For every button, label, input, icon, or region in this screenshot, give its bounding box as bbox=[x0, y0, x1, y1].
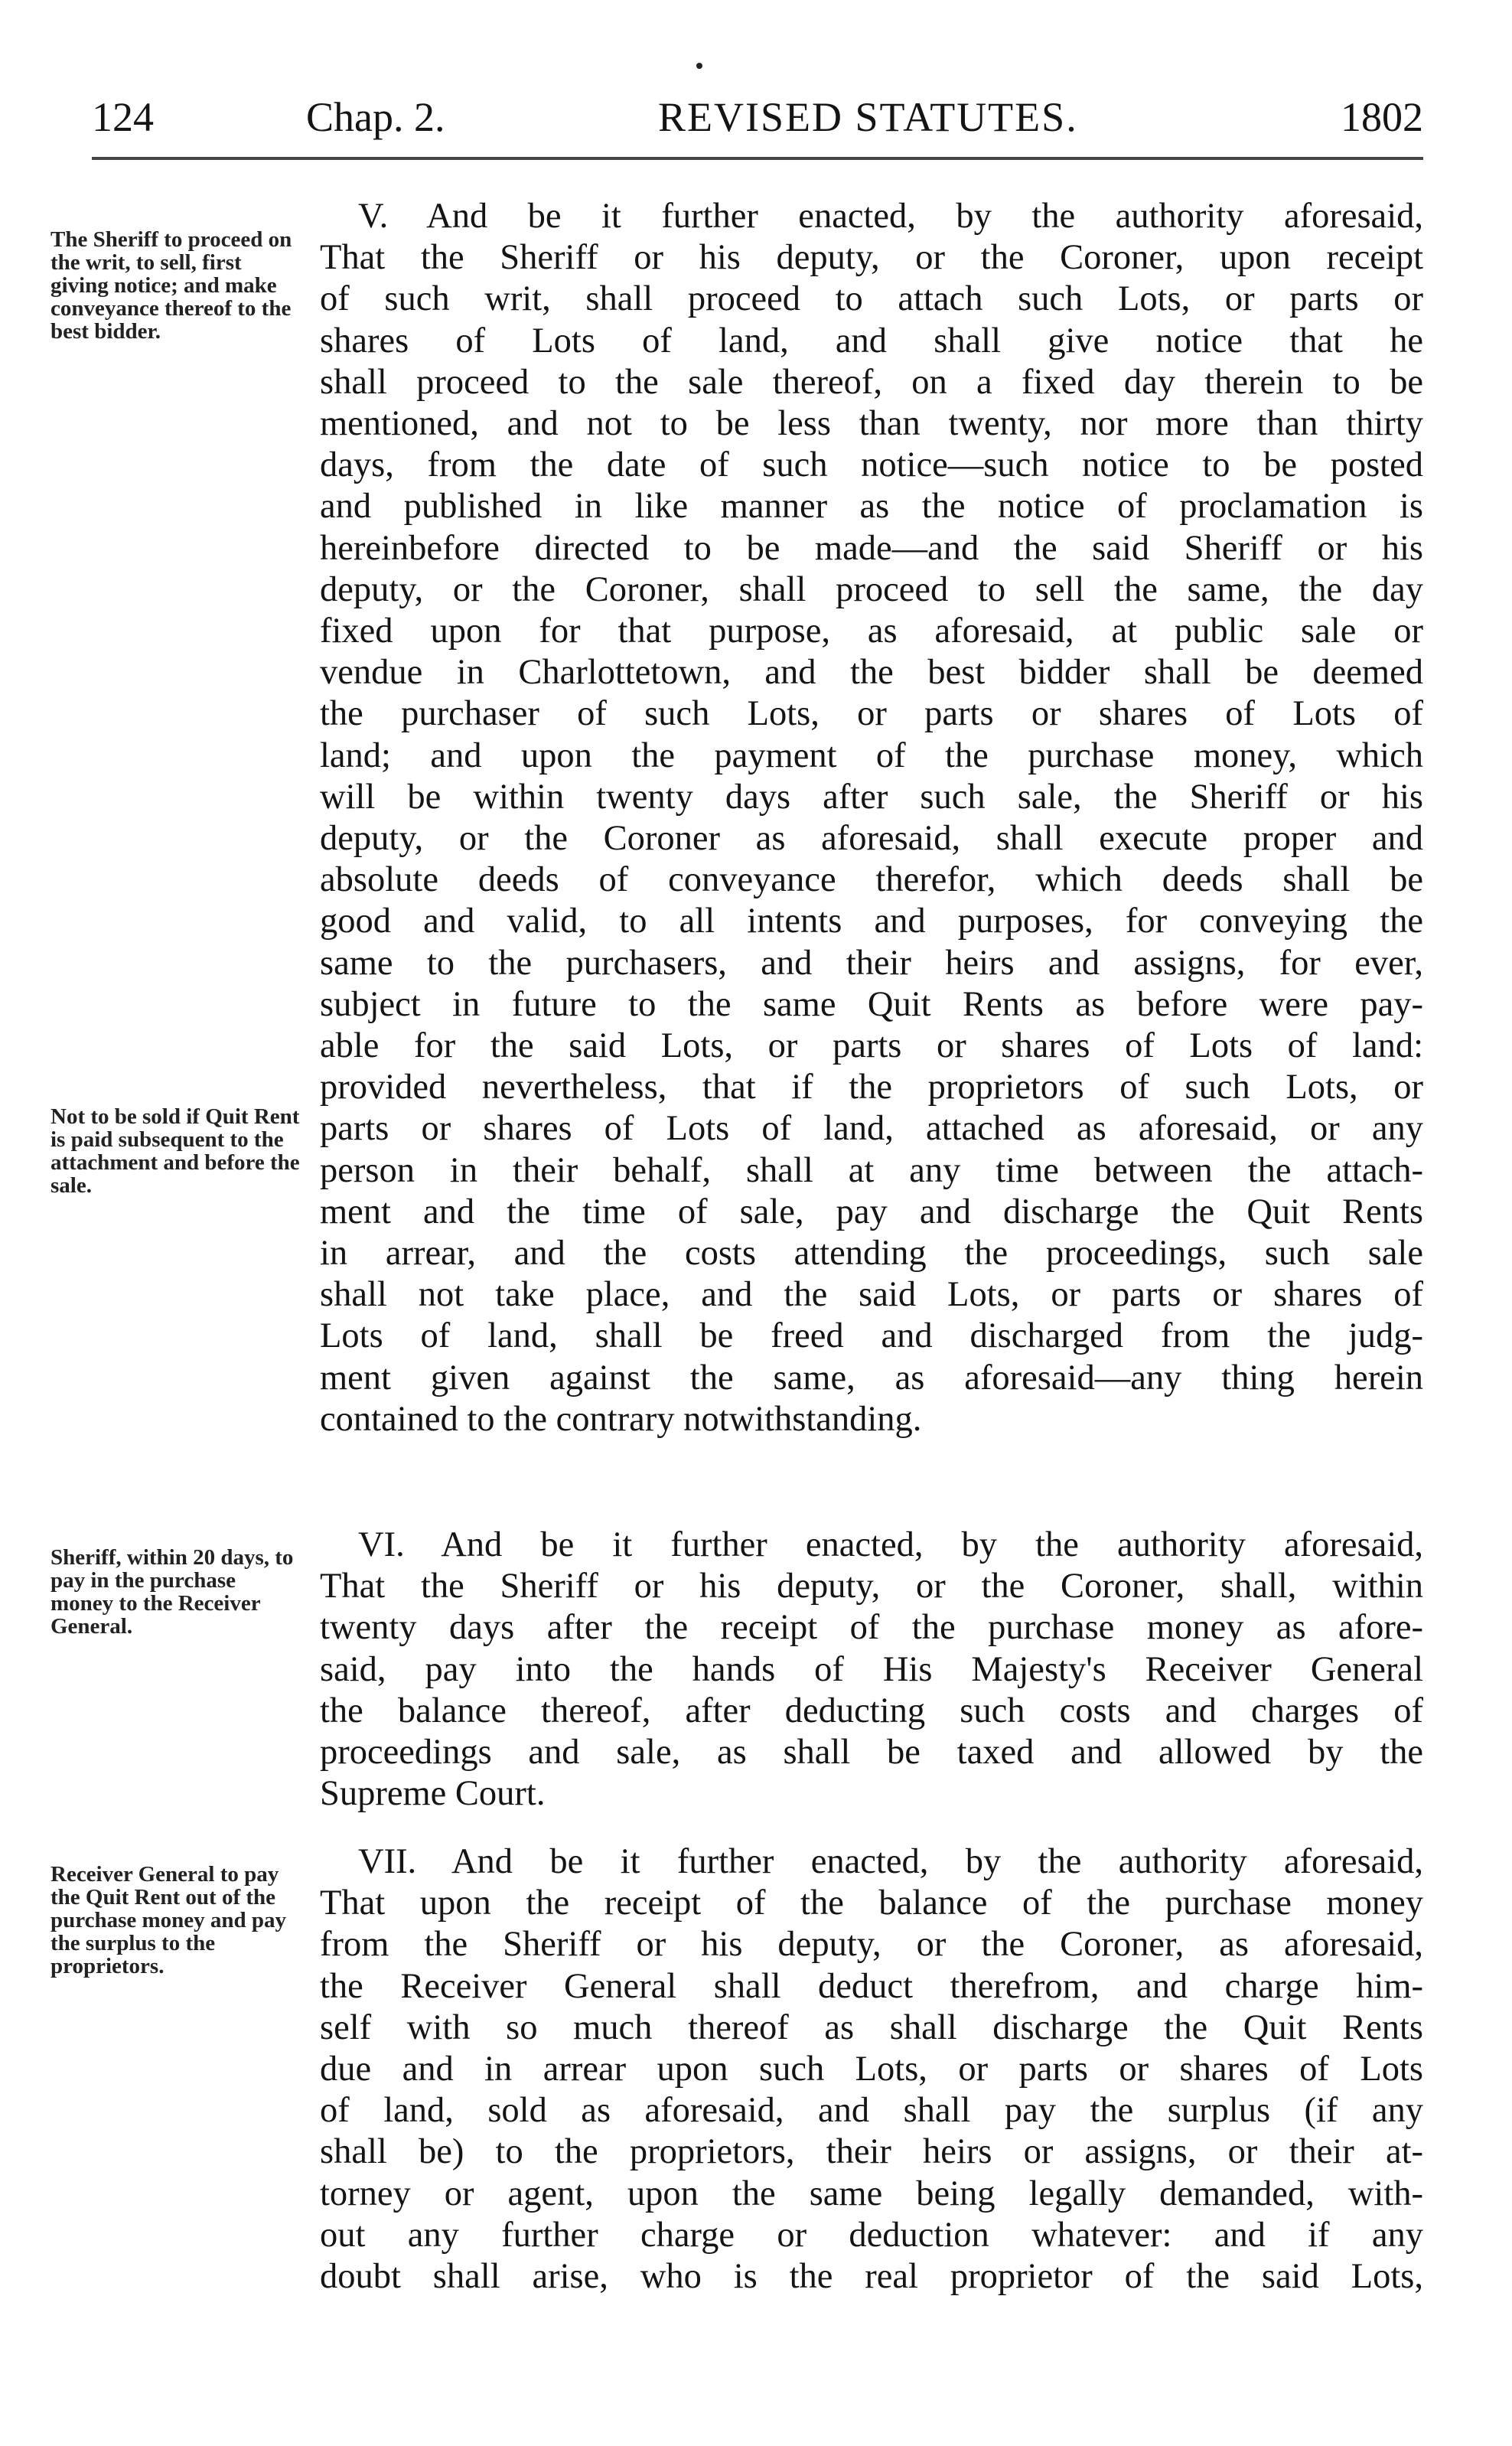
text-line: same to the purchasers, and their heirs and assigns, for ever, bbox=[320, 943, 1423, 983]
text-line: deputy, or the Coroner as aforesaid, shall execute proper and bbox=[320, 819, 1423, 859]
page-number: 124 bbox=[92, 94, 154, 140]
text-line: twenty days after the receipt of the purchase money as afore- bbox=[320, 1608, 1423, 1648]
text-line: will be within twenty days after such sale, the Sheriff or his bbox=[320, 777, 1423, 817]
text-line: due and in arrear upon such Lots, or parts or shares of Lots bbox=[320, 2050, 1423, 2089]
text-line: self with so much thereof as shall discharge the Quit Rents bbox=[320, 2007, 1423, 2047]
text-line: torney or agent, upon the same being legally demanded, with- bbox=[320, 2174, 1423, 2213]
running-title: REVISED STATUTES. bbox=[658, 94, 1078, 140]
text-line: V. And be it further enacted, by the authority aforesaid, bbox=[358, 197, 1423, 236]
text-line: ment given against the same, as aforesaid—any thing herein bbox=[320, 1358, 1423, 1397]
section-6 bbox=[320, 1525, 1423, 1815]
text-line: contained to the contrary notwithstanding. bbox=[320, 1399, 922, 1439]
text-line: vendue in Charlottetown, and the best bidder shall be deemed bbox=[320, 653, 1423, 693]
text-line: in arrear, and the costs attending the proceedings, such sale bbox=[320, 1234, 1423, 1274]
margin-note-4: Receiver General to pay the Quit Rent out of the purchase money and pay the surplus to the proprietors. bbox=[51, 1862, 287, 1978]
text-line: shall proceed to the sale thereof, on a fixed day therein to be bbox=[320, 362, 1423, 402]
text-line: out any further charge or deduction whatever: and if any bbox=[320, 2215, 1423, 2255]
text-line: Lots of land, shall be freed and discharged from the judg- bbox=[320, 1316, 1423, 1356]
text-line: the Receiver General shall deduct therefrom, and charge him- bbox=[320, 1966, 1423, 2006]
text-line: mentioned, and not to be less than twenty, nor more than thirty bbox=[320, 404, 1423, 444]
text-line: the purchaser of such Lots, or parts or shares of Lots of bbox=[320, 694, 1423, 734]
text-line: hereinbefore directed to be made—and the said Sheriff or his bbox=[320, 528, 1423, 568]
margin-note-3: Sheriff, within 20 days, to pay in the purchase money to the Receiver General. bbox=[51, 1545, 294, 1639]
text-line: shares of Lots of land, and shall give notice that he bbox=[320, 321, 1423, 360]
text-line: doubt shall arise, who is the real proprietor of the said Lots, bbox=[320, 2257, 1423, 2297]
text-line: VI. And be it further enacted, by the authority aforesaid, bbox=[358, 1525, 1423, 1564]
chapter-label: Chap. 2. bbox=[306, 94, 445, 140]
section-5 bbox=[320, 196, 1423, 1440]
text-line: proceedings and sale, as shall be taxed and allowed by the bbox=[320, 1733, 1423, 1773]
text-line: That the Sheriff or his deputy, or the Coroner, shall, within bbox=[320, 1567, 1423, 1606]
text-line: deputy, or the Coroner, shall proceed to sell the same, the day bbox=[320, 569, 1423, 609]
text-line: That upon the receipt of the balance of the purchase money bbox=[320, 1883, 1423, 1923]
text-line: and published in like manner as the notice of proclamation is bbox=[320, 487, 1423, 527]
text-line: of land, sold as aforesaid, and shall pay the surplus (if any bbox=[320, 2091, 1423, 2131]
text-line: person in their behalf, shall at any time between the attach- bbox=[320, 1150, 1423, 1190]
margin-note-1: The Sheriff to proceed on the writ, to sell, first giving notice; and make conveyance thereof to the best bidder. bbox=[51, 227, 292, 344]
text-line: from the Sheriff or his deputy, or the Coroner, as aforesaid, bbox=[320, 1925, 1423, 1965]
section-7 bbox=[320, 1841, 1423, 2298]
printer-mark bbox=[696, 63, 702, 69]
running-head bbox=[92, 90, 1423, 144]
text-line: good and valid, to all intents and purposes, for conveying the bbox=[320, 902, 1423, 941]
year-label: 1802 bbox=[1341, 94, 1423, 140]
text-line: VII. And be it further enacted, by the authority aforesaid, bbox=[358, 1842, 1423, 1881]
text-line: subject in future to the same Quit Rents as before were pay- bbox=[320, 984, 1423, 1024]
text-line: provided nevertheless, that if the proprietors of such Lots, or bbox=[320, 1068, 1423, 1107]
margin-note-2: Not to be sold if Quit Rent is paid subsequent to the attachment and before the sale. bbox=[51, 1104, 300, 1198]
header-rule bbox=[92, 157, 1423, 160]
text-line: ment and the time of sale, pay and discharge the Quit Rents bbox=[320, 1192, 1423, 1231]
text-line: said, pay into the hands of His Majesty's Receiver General bbox=[320, 1649, 1423, 1689]
text-line: absolute deeds of conveyance therefor, which deeds shall be bbox=[320, 860, 1423, 900]
text-line: days, from the date of such notice—such notice to be posted bbox=[320, 445, 1423, 485]
text-line: shall be) to the proprietors, their heirs or assigns, or their at- bbox=[320, 2132, 1423, 2172]
text-line: shall not take place, and the said Lots, or parts or shares of bbox=[320, 1275, 1423, 1315]
text-line: the balance thereof, after deducting such costs and charges of bbox=[320, 1691, 1423, 1730]
text-line: of such writ, shall proceed to attach such Lots, or parts or bbox=[320, 279, 1423, 319]
text-line: fixed upon for that purpose, as aforesaid, at public sale or bbox=[320, 612, 1423, 651]
text-line: parts or shares of Lots of land, attached as aforesaid, or any bbox=[320, 1109, 1423, 1149]
text-line: able for the said Lots, or parts or shares of Lots of land: bbox=[320, 1026, 1423, 1066]
text-line: Supreme Court. bbox=[320, 1774, 546, 1814]
text-line: That the Sheriff or his deputy, or the Coroner, upon receipt bbox=[320, 238, 1423, 278]
text-line: land; and upon the payment of the purchase money, which bbox=[320, 735, 1423, 775]
